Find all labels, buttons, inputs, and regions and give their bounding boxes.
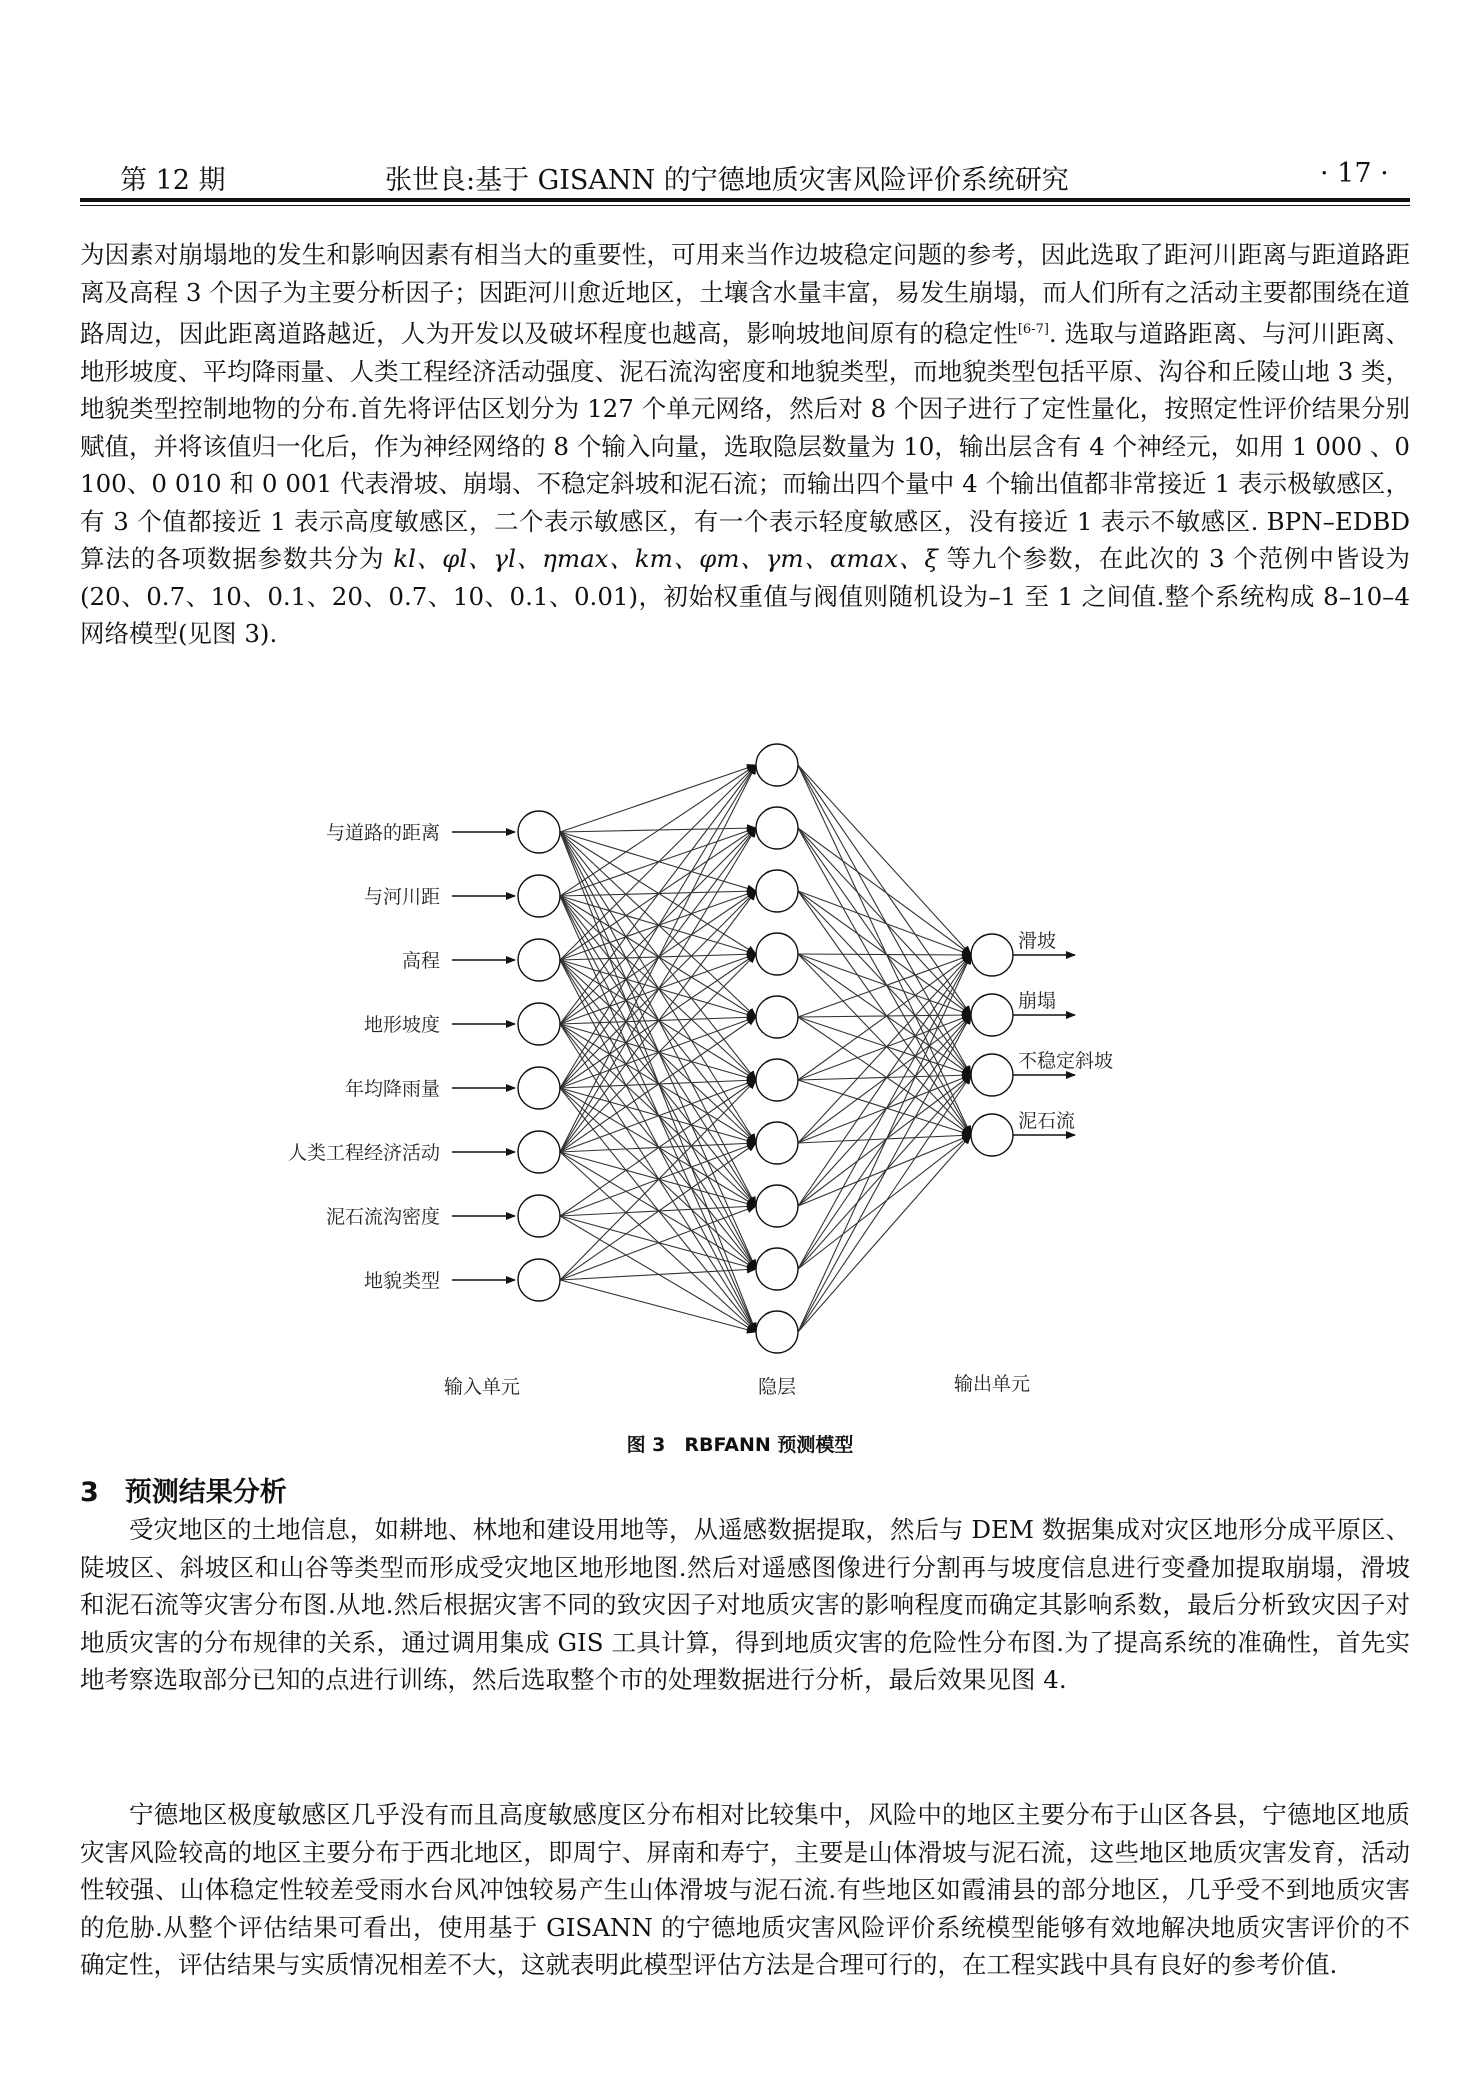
- input-node: [518, 1259, 560, 1301]
- section-heading: [80, 1470, 287, 1509]
- input-node: [518, 1003, 560, 1045]
- hidden-output-link: [798, 1015, 971, 1206]
- input-label: 地貌类型: [363, 1270, 440, 1292]
- output-node: [971, 934, 1013, 976]
- hidden-output-link: [798, 954, 971, 955]
- hidden-node: [756, 744, 798, 786]
- input-node: [518, 875, 560, 917]
- hidden-output-link: [798, 1075, 971, 1332]
- hidden-layer-label: 隐层: [757, 1376, 797, 1398]
- input-hidden-link: [560, 1143, 756, 1280]
- hidden-output-link: [798, 955, 971, 1017]
- hidden-output-link: [798, 1015, 971, 1017]
- paragraph-results-2: 宁德地区极度敏感区几乎没有而且高度敏感度区分布相对比较集中，风险中的地区主要分布于山区各县，宁德地区地质灾害风险较高的地区主要分布于西北地区，即周宁、屏南和寿宁，主要是山体滑坡与泥石流，这些地区地质灾害发育，活动性较强、山体稳定性较差受雨水台风冲蚀较易产生山体滑坡与泥石流.有些地区如霞浦县的部分地区，几乎受不到地质灾害的危胁.从整个评估结果可看出，使用基于 GISANN 的宁德地质灾害风险评价系统模型能够有效地解决地质灾害评价的不确定性，评估结果与实质情况相差不大，这就表明此模型评估方法是合理可行的，在工程实践中具有良好的参考价值.: [80, 1800, 1410, 1979]
- input-hidden-link: [560, 1017, 756, 1152]
- header-rule-thin: [80, 205, 1410, 206]
- input-node: [518, 1131, 560, 1173]
- input-label: 地形坡度: [363, 1014, 440, 1036]
- hidden-layer: [756, 744, 798, 1353]
- para1-text-b: . 选取与道路距离、与河川距离、地形坡度、平均降雨量、人类工程经济活动强度、泥石流沟密度和地貌类型，而地貌类型包括平原、沟谷和丘陵山地 3 类，地貌类型控制地物的分布.首先将评估区划分为 127 个单元网络，然后对 8 个因子进行了定性量化，按照定性评价结果分别赋值，并将该值归一化后，作为神经网络的 8 个输入向量，选取隐层数量为 10，输出层含有 4 个神经元，如用 1 000 、0 100、0 010 和 0 001 代表滑坡、崩塌、不稳定斜坡和泥石流；而输出四个量中 4 个输出值都非常接近 1 表示极敏感区，有 3 个值都接近 1 表示高度敏感区，二个表示敏感区，有一个表示轻度敏感区，没有接近 1 表示不敏感区. BPN–EDBD 算法的各项数据参数共分为: [80, 319, 1410, 574]
- hidden-output-link: [798, 1015, 971, 1332]
- hidden-output-link: [798, 1017, 971, 1075]
- hidden-output-link: [798, 765, 971, 955]
- paragraph-results-1: 受灾地区的土地信息，如耕地、林地和建设用地等，从遥感数据提取，然后与 DEM 数据集成对灾区地形分成平原区、陡坡区、斜坡区和山谷等类型而形成受灾地区地形地图.然后对遥感图像进行分割再与坡度信息进行变叠加提取崩塌，滑坡和泥石流等灾害分布图.从地.然后根据灾害不同的致灾因子对地质灾害的影响程度而确定其影响系数，最后分析致灾因子对地质灾害的分布规律的关系，通过调用集成 GIS 工具计算，得到地质灾害的危险性分布图.为了提高系统的准确性，首先实地考察选取部分已知的点进行训练，然后选取整个市的处理数据进行分析，最后效果见图 4.: [80, 1515, 1410, 1694]
- hidden-node: [756, 1185, 798, 1227]
- input-hidden-link: [560, 1206, 756, 1280]
- parameter-list: kl、φl、γl、ηmax、km、φm、γm、αmax、ξ: [393, 544, 938, 574]
- hidden-output-link: [798, 1075, 971, 1269]
- output-label: 滑坡: [1018, 930, 1057, 952]
- para1-text-a: 为因素对崩塌地的发生和影响因素有相当大的重要性，可用来当作边坡稳定问题的参考，因此选取了距河川距离与距道路距离及高程 3 个因子为主要分析因子；因距河川愈近地区，土壤含水量丰富，易发生崩塌，而人们所有之活动主要都围绕在道路周边，因此距离道路越近，人为开发以及破坏程度也越高，影响坡地间原有的稳定性: [80, 240, 1410, 349]
- hidden-output-link: [798, 765, 971, 1015]
- output-node: [971, 994, 1013, 1036]
- section-title: 预测结果分析: [124, 1477, 287, 1508]
- input-hidden-link: [560, 1080, 756, 1280]
- output-layer: [971, 930, 1113, 1156]
- hidden-node: [756, 1248, 798, 1290]
- hidden-output-link: [798, 765, 971, 1075]
- input-node: [518, 811, 560, 853]
- input-hidden-link: [560, 1269, 756, 1280]
- output-label: 泥石流: [1018, 1110, 1076, 1132]
- input-label: 与道路的距离: [325, 822, 440, 844]
- header-rule-thick: [80, 198, 1410, 202]
- hidden-output-link: [798, 955, 971, 1269]
- hidden-output-link: [798, 1075, 971, 1143]
- output-node: [971, 1114, 1013, 1156]
- hidden-output-link: [798, 828, 971, 955]
- hidden-output-link: [798, 891, 971, 1135]
- input-hidden-link: [560, 1080, 756, 1216]
- input-label: 与河川距: [363, 886, 440, 908]
- hidden-output-link: [798, 828, 971, 1015]
- hidden-node: [756, 933, 798, 975]
- input-hidden-link: [560, 1280, 756, 1332]
- input-label: 高程: [401, 950, 440, 972]
- input-hidden-link: [560, 765, 756, 1024]
- output-layer-label: 输出单元: [953, 1373, 1031, 1395]
- hidden-node: [756, 996, 798, 1038]
- connection-lines: [560, 765, 971, 1332]
- input-node: [518, 1195, 560, 1237]
- issue-number: 第 12 期: [120, 165, 226, 196]
- input-hidden-link: [560, 765, 756, 1088]
- citation-6-7: [6-7]: [1017, 322, 1049, 337]
- input-layer-label: 输入单元: [443, 1376, 521, 1398]
- input-label: 泥石流沟密度: [325, 1206, 440, 1228]
- figure-caption: 图 3 RBFANN 预测模型: [626, 1434, 854, 1456]
- hidden-output-link: [798, 1135, 971, 1269]
- output-node: [971, 1054, 1013, 1096]
- hidden-output-link: [798, 891, 971, 1015]
- input-label: 年均降雨量: [344, 1078, 440, 1100]
- running-title: 张世良:基于 GISANN 的宁德地质灾害风险评价系统研究: [385, 165, 1069, 196]
- rbfann-network-diagram: [0, 740, 1480, 1400]
- hidden-output-link: [798, 891, 971, 955]
- hidden-output-link: [798, 1075, 971, 1206]
- hidden-node: [756, 807, 798, 849]
- hidden-node: [756, 1059, 798, 1101]
- hidden-output-link: [798, 955, 971, 1080]
- running-header: [80, 158, 1410, 198]
- paragraph-model-setup: [80, 236, 1410, 653]
- input-label: 人类工程经济活动: [287, 1142, 440, 1164]
- hidden-output-link: [798, 954, 971, 1015]
- hidden-node: [756, 1122, 798, 1164]
- input-hidden-link: [560, 765, 756, 1152]
- output-label: 不稳定斜坡: [1018, 1050, 1114, 1072]
- output-label: 崩塌: [1018, 990, 1057, 1012]
- input-node: [518, 1067, 560, 1109]
- hidden-output-link: [798, 828, 971, 1075]
- hidden-output-link: [798, 955, 971, 1332]
- hidden-output-link: [798, 954, 971, 1075]
- hidden-output-link: [798, 1135, 971, 1332]
- hidden-node: [756, 1311, 798, 1353]
- section-number: 3: [80, 1477, 99, 1508]
- input-layer: [288, 811, 560, 1301]
- hidden-node: [756, 870, 798, 912]
- page-number: · 17 ·: [1320, 158, 1389, 189]
- input-node: [518, 939, 560, 981]
- hidden-output-link: [798, 1135, 971, 1206]
- para1-text-c: 等九个参数，在此次的 3 个范例中皆设为(20、0.7、10、0.1、20、0.7、10、0.1、0.01)，初始权重值与阀值则随机设为–1 至 1 之间值.整个系统构成 8–10–4 网络模型(见图 3).: [80, 544, 1410, 649]
